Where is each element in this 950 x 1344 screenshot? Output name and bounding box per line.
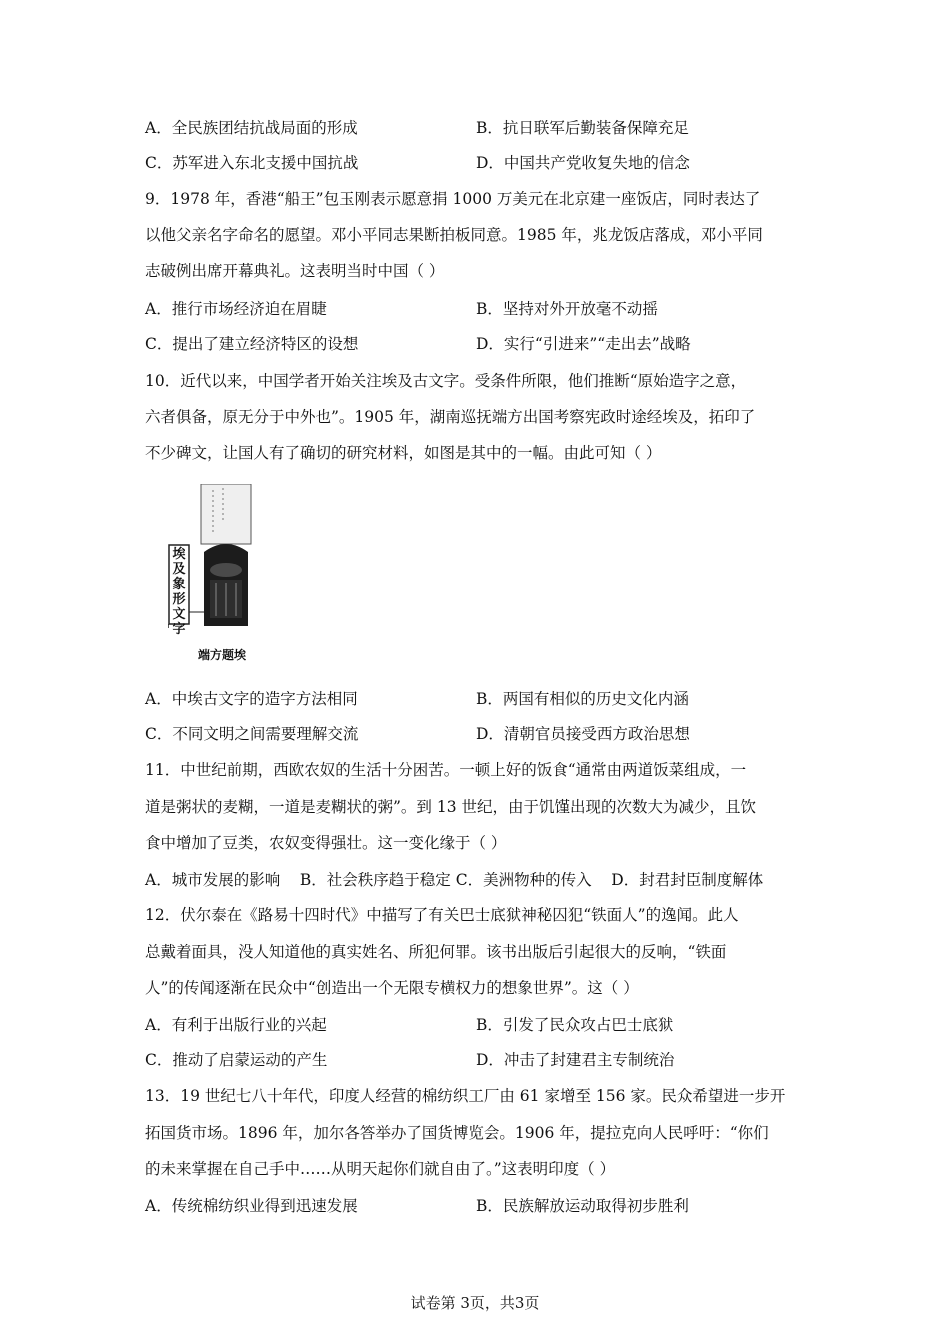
q10-stem-line: 10．近代以来，中国学者开始关注埃及古文字。受条件所限，他们推断“原始造字之意， bbox=[145, 372, 747, 390]
q9-stem-line: 9．1978 年，香港“船王”包玉刚表示愿意捐 1000 万美元在北京建一座饭店，同时表达了 bbox=[145, 190, 761, 208]
q12-option-d: D．冲击了封建君主专制统治 bbox=[476, 1051, 675, 1069]
figure-caption: 端方题埃 bbox=[198, 648, 247, 662]
q12-option-c: C．推动了启蒙运动的产生 bbox=[145, 1051, 328, 1069]
q11-options-line: A．城市发展的影响 B．社会秩序趋于稳定 C．美洲物种的传入 D．封君封臣制度解体 bbox=[145, 871, 764, 889]
q13-option-a: A．传统棉纺织业得到迅速发展 bbox=[145, 1197, 358, 1215]
q13-stem-line: 的未来掌握在自己手中……从明天起你们就自由了。”这表明印度（ ） bbox=[145, 1160, 616, 1178]
q11-stem-line: 11．中世纪前期，西欧农奴的生活十分困苦。一顿上好的饭食“通常由两道饭菜组成，一 bbox=[145, 761, 747, 779]
q9-stem-line: 志破例出席开幕典礼。这表明当时中国（ ） bbox=[145, 262, 445, 280]
figure-side-label: 埃及象形文字 bbox=[172, 547, 186, 637]
q10-option-d: D．清朝官员接受西方政治思想 bbox=[476, 725, 690, 743]
q8-option-c: C．苏军进入东北支援中国抗战 bbox=[145, 154, 359, 172]
egyptian-rubbing-figure bbox=[168, 484, 268, 664]
q10-stem-line: 六者俱备，原无分于中外也”。1905 年，湖南巡抚端方出国考察宪政时途经埃及，拓印了 bbox=[145, 408, 756, 426]
q9-option-d: D．实行“引进来”“走出去”战略 bbox=[476, 335, 691, 353]
q13-stem-line: 拓国货市场。1896 年，加尔各答举办了国货博览会。1906 年，提拉克向人民呼吁：“你们 bbox=[145, 1124, 769, 1142]
q13-option-b: B．民族解放运动取得初步胜利 bbox=[476, 1197, 689, 1215]
q8-option-d: D．中国共产党收复失地的信念 bbox=[476, 154, 690, 172]
q10-stem-line: 不少碑文，让国人有了确切的研究材料，如图是其中的一幅。由此可知（ ） bbox=[145, 444, 662, 462]
q9-stem-line: 以他父亲名字命名的愿望。邓小平同志果断拍板同意。1985 年，兆龙饭店落成，邓小平同 bbox=[145, 226, 763, 244]
q9-option-b: B．坚持对外开放毫不动摇 bbox=[476, 300, 658, 318]
q10-option-c: C．不同文明之间需要理解交流 bbox=[145, 725, 359, 743]
q13-stem-line: 13．19 世纪七八十年代，印度人经营的棉纺织工厂由 61 家增至 156 家。民众希望进一步开 bbox=[145, 1087, 786, 1105]
q11-stem-line: 道是粥状的麦糊，一道是麦糊状的粥”。到 13 世纪，由于饥馑出现的次数大为减少，且饮 bbox=[145, 798, 757, 816]
q8-option-b: B．抗日联军后勤装备保障充足 bbox=[476, 119, 689, 137]
q9-option-c: C．提出了建立经济特区的设想 bbox=[145, 335, 359, 353]
page-footer: 试卷第 3页，共3页 bbox=[410, 1294, 540, 1312]
q9-option-a: A．推行市场经济迫在眉睫 bbox=[145, 300, 327, 318]
q12-stem-line: 人”的传闻逐渐在民众中“创造出一个无限专横权力的想象世界”。这（ ） bbox=[145, 979, 639, 997]
q10-option-b: B．两国有相似的历史文化内涵 bbox=[476, 690, 689, 708]
q12-option-b: B．引发了民众攻占巴士底狱 bbox=[476, 1016, 674, 1034]
q8-option-a: A．全民族团结抗战局面的形成 bbox=[145, 119, 358, 137]
q10-option-a: A．中埃古文字的造字方法相同 bbox=[145, 690, 358, 708]
q12-option-a: A．有利于出版行业的兴起 bbox=[145, 1016, 327, 1034]
q12-stem-line: 总戴着面具，没人知道他的真实姓名、所犯何罪。该书出版后引起很大的反响，“铁面 bbox=[145, 943, 727, 961]
q12-stem-line: 12．伏尔泰在《路易十四时代》中描写了有关巴士底狱神秘囚犯“铁面人”的逸闻。此人 bbox=[145, 906, 739, 924]
q11-stem-line: 食中增加了豆类，农奴变得强壮。这一变化缘于（ ） bbox=[145, 834, 507, 852]
